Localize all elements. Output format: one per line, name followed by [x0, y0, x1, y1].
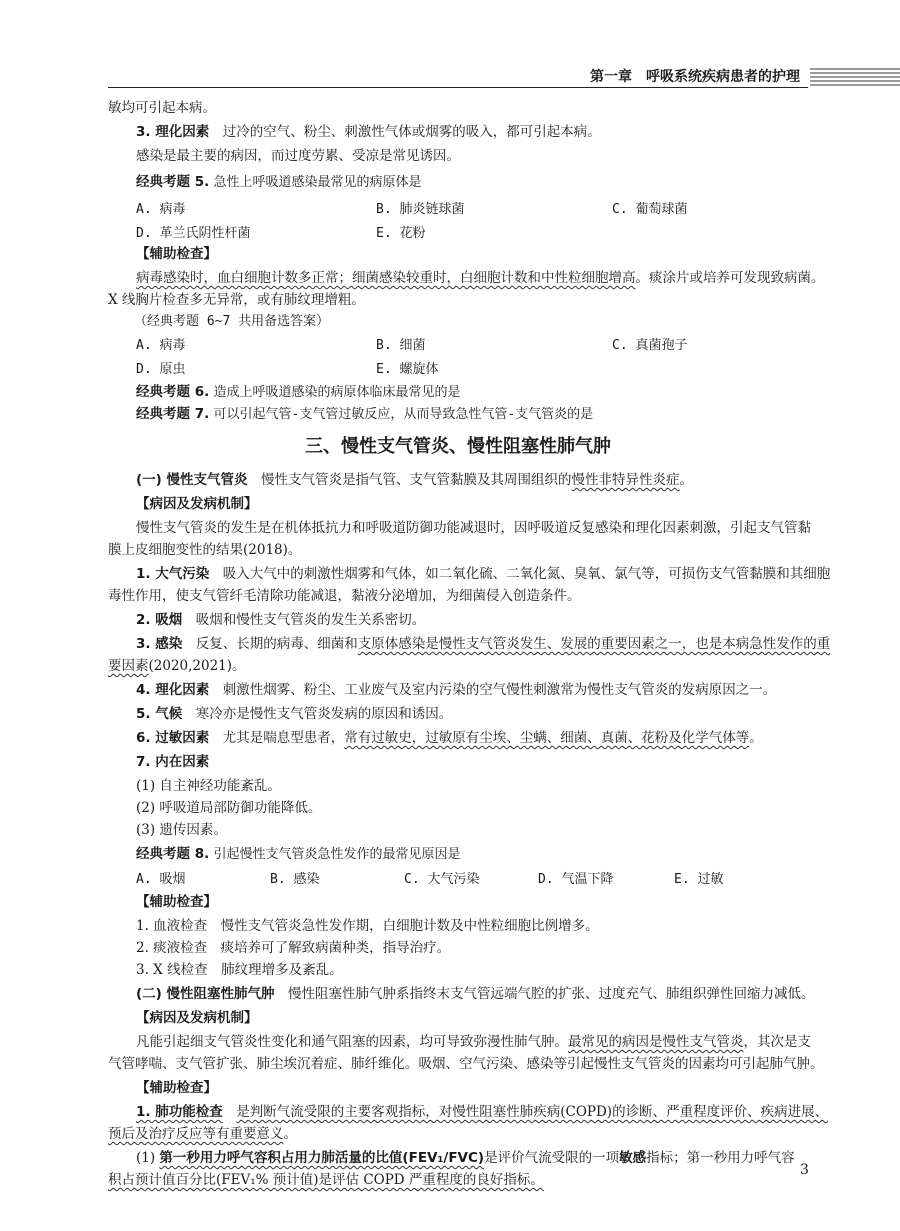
section-heading: 【病因及发病机制】: [136, 1010, 258, 1026]
text-line: 预后及治疗反应等有重要意义。: [108, 1126, 297, 1142]
option: E. 螺旋体: [376, 362, 439, 377]
list-item: 3. X 线检查 肺纹理增多及紊乱。: [136, 962, 343, 978]
option: C. 大气污染: [404, 872, 480, 887]
exam-question-7: 经典考题 7. 可以引起气管-支气管过敏反应，从而导致急性气管-支气管炎的是: [136, 406, 594, 422]
text-line: 1. 肺功能检查 是判断气流受限的主要客观指标，对慢性阻塞性肺疾病(COPD)的诊断、严重程度评价、疾病进展、: [136, 1104, 829, 1120]
text-line: 感染是最主要的病因，而过度劳累、受凉是常见诱因。: [136, 148, 460, 164]
list-item: 2. 痰液检查 痰培养可了解致病菌种类，指导治疗。: [136, 940, 451, 956]
list-item: (3) 遗传因素。: [136, 822, 227, 838]
option: E. 花粉: [376, 226, 426, 241]
option: C. 真菌孢子: [612, 338, 688, 353]
section-heading: 【辅助检查】: [136, 246, 217, 262]
text-line: 凡能引起细支气管炎性变化和通气阻塞的因素，均可导致弥漫性肺气肿。最常见的病因是慢性支气管炎，其次是支: [136, 1034, 811, 1050]
text-line: (1) 第一秒用力呼气容积占用力肺活量的比值(FEV₁/FVC)是评价气流受限的一项敏感指标；第一秒用力呼气容: [136, 1150, 795, 1166]
text-line: 5. 气候 寒冷亦是慢性支气管炎发病的原因和诱因。: [136, 706, 453, 722]
option: E. 过敏: [674, 872, 724, 887]
page-header: [108, 62, 900, 88]
text-line: 3. 理化因素 过冷的空气、粉尘、刺激性气体或烟雾的吸入，都可引起本病。: [136, 124, 601, 140]
text-line: 2. 吸烟 吸烟和慢性支气管炎的发生关系密切。: [136, 612, 426, 628]
text-line: X 线胸片检查多无异常，或有肺纹理增粗。: [108, 292, 365, 308]
text-line: 6. 过敏因素 尤其是喘息型患者，常有过敏史，过敏原有尘埃、尘螨、细菌、真菌、花粉及化学气体等。: [136, 730, 763, 746]
text-line: 7. 内在因素: [136, 754, 210, 770]
text-line: 毒性作用，使支气管纤毛清除功能减退，黏液分泌增加，为细菌侵入创造条件。: [108, 588, 581, 604]
text-line: 气管哮喘、支气管扩张、肺尘埃沉着症、肺纤维化。吸烟、空气污染、感染等引起慢性支气管炎的因素均可引起肺气肿。: [108, 1056, 824, 1072]
option: B. 感染: [270, 872, 320, 887]
text-line: 4. 理化因素 刺激性烟雾、粉尘、工业废气及室内污染的空气慢性刺激常为慢性支气管炎的发病原因之一。: [136, 682, 777, 698]
shared-options-note: （经典考题 6~7 共用备选答案）: [134, 314, 330, 329]
text-line: 慢性支气管炎的发生是在机体抵抗力和呼吸道防御功能减退时，因呼吸道反复感染和理化因素刺激，引起支气管黏: [136, 520, 811, 536]
list-item: 1. 血液检查 慢性支气管炎急性发作期，白细胞计数及中性粒细胞比例增多。: [136, 918, 599, 934]
text-line: (一) 慢性支气管炎 慢性支气管炎是指气管、支气管黏膜及其周围组织的慢性非特异性炎症。: [136, 472, 694, 488]
option: A. 病毒: [136, 338, 186, 353]
option: D. 原虫: [136, 362, 186, 377]
text-line: 积占预计值百分比(FEV₁% 预计值)是评估 COPD 严重程度的良好指标。: [108, 1172, 544, 1188]
option: A. 吸烟: [136, 872, 186, 887]
text-line: 敏均可引起本病。: [108, 100, 216, 116]
text-line: (二) 慢性阻塞性肺气肿 慢性阻塞性肺气肿系指终末支气管远端气腔的扩张、过度充气、肺组织弹性回缩力减低。: [136, 986, 815, 1002]
section-heading: 【辅助检查】: [136, 1080, 217, 1096]
text-line: 要因素(2020,2021)。: [108, 658, 246, 674]
page-number: 3: [800, 1162, 809, 1178]
list-item: (1) 自主神经功能紊乱。: [136, 778, 281, 794]
text-line: 1. 大气污染 吸入大气中的刺激性烟雾和气体，如二氧化硫、二氧化氮、臭氧、氯气等，可损伤支气管黏膜和其细胞: [136, 566, 831, 582]
option: B. 细菌: [376, 338, 426, 353]
header-rule: [108, 87, 808, 88]
section-heading: 【辅助检查】: [136, 894, 217, 910]
option: A. 病毒: [136, 202, 186, 217]
section-heading: 【病因及发病机制】: [136, 496, 258, 512]
text-line: 病毒感染时，血白细胞计数多正常；细菌感染较重时，白细胞计数和中性粒细胞增高。痰涂片或培养可发现致病菌。: [136, 270, 825, 286]
option: D. 气温下降: [538, 872, 614, 887]
section-title: 三、慢性支气管炎、慢性阻塞性肺气肿: [305, 436, 611, 457]
option: D. 革兰氏阴性杆菌: [136, 226, 251, 241]
chapter-title: 第一章 呼吸系统疾病患者的护理: [590, 69, 800, 85]
header-decoration: [810, 68, 900, 88]
text-line: 3. 感染 反复、长期的病毒、细菌和支原体感染是慢性支气管炎发生、发展的重要因素之一，也是本病急性发作的重: [136, 636, 831, 652]
exam-question-8: 经典考题 8. 引起慢性支气管炎急性发作的最常见原因是: [136, 846, 461, 862]
text-line: 膜上皮细胞变性的结果(2018)。: [108, 542, 302, 558]
exam-question-6: 经典考题 6. 造成上呼吸道感染的病原体临床最常见的是: [136, 384, 461, 400]
exam-question-5: 经典考题 5. 急性上呼吸道感染最常见的病原体是: [136, 174, 422, 190]
list-item: (2) 呼吸道局部防御功能降低。: [136, 800, 322, 816]
option: B. 肺炎链球菌: [376, 202, 465, 217]
option: C. 葡萄球菌: [612, 202, 688, 217]
